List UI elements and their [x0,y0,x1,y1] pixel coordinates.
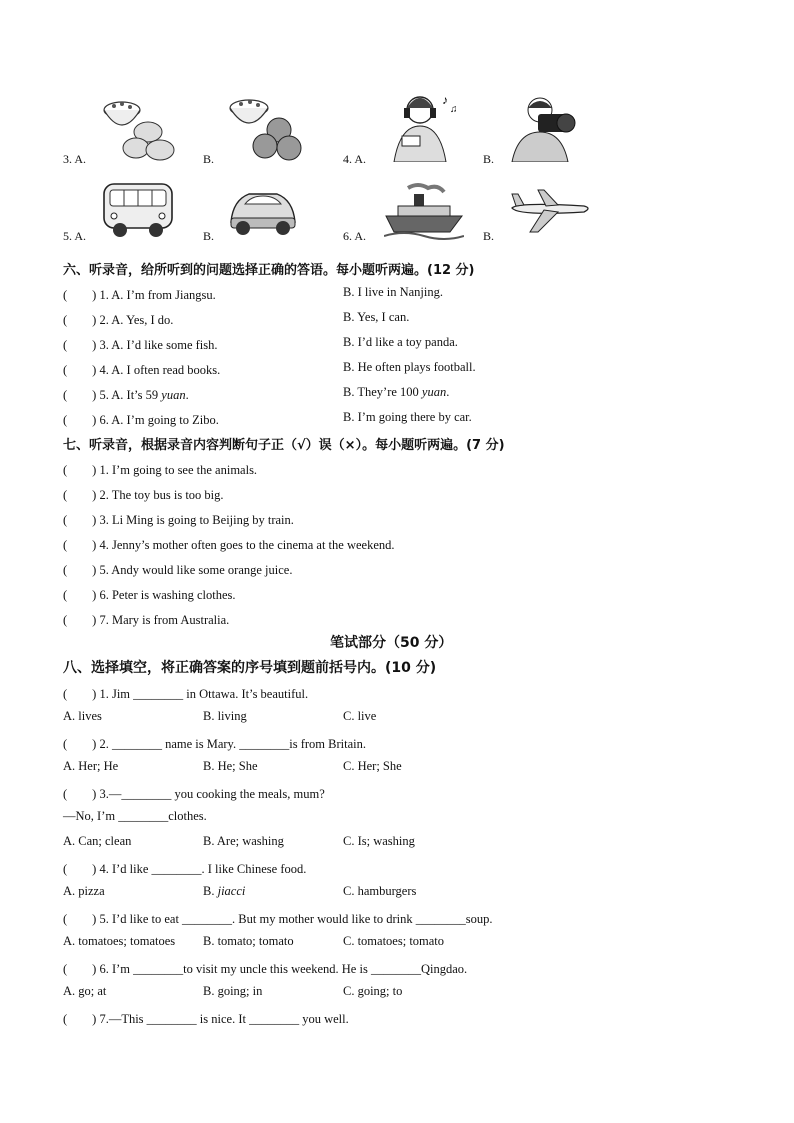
s7-q4: ( ) 4. Jenny’s mother often goes to the cinema at the weekend. [63,538,395,552]
s8-q3-line2: —No, I’m ________clothes. [63,809,207,823]
s7-q1: ( ) 1. I’m going to see the animals. [63,463,258,477]
s8-q5-option-b: B. tomato; tomato [203,934,294,948]
section-8-title: 八、选择填空，将正确答案的序号填到题前括号内。(10 分) [63,660,437,676]
s8-q2: ( ) 2. ________ name is Mary. ________is from Britain. [63,737,366,751]
s6-q3: ( ) 3. A. I’d like some fish. [63,338,218,352]
s6-q4-option-b: B. He often plays football. [343,360,476,374]
s6-q5-option-b [343,385,449,400]
s6-q2: ( ) 2. A. Yes, I do. [63,313,174,327]
written-part-heading: 笔试部分（50 分） [330,635,453,651]
listening-music-image [380,90,460,162]
s8-q4: ( ) 4. I’d like ________. I like Chinese food. [63,862,307,876]
camera-photographer-image [508,94,580,162]
rice-and-tomatoes-image [225,94,305,162]
s6-q5-end: . [185,388,189,402]
s6-q5 [63,385,189,403]
s6-q5-b-unit: yuan [421,385,447,399]
s6-q4: ( ) 4. A. I often read books. [63,363,221,377]
s8-q4-option-b-word: jiacci [217,884,246,898]
s8-q5-option-a: A. tomatoes; tomatoes [63,934,176,948]
s8-q4-option-b-letter: B. [203,884,218,898]
s8-q3-option-a: A. Can; clean [63,834,132,848]
s6-q6-option-b: B. I’m going there by car. [343,410,472,424]
s6-q2-option-b: B. Yes, I can. [343,310,410,324]
q4-a-label: 4. A. [343,152,367,166]
s7-q2: ( ) 2. The toy bus is too big. [63,488,224,502]
s6-q3-option-b: B. I’d like a toy panda. [343,335,458,349]
q6-a-label: 6. A. [343,229,367,243]
s8-q1: ( ) 1. Jim ________ in Ottawa. It’s beautiful. [63,687,309,701]
q5-a-label: 5. A. [63,229,87,243]
section-7-title: 七、听录音，根据录音内容判断句子正（√）误（×）。每小题听两遍。(7 分) [63,438,505,453]
s8-q5: ( ) 5. I’d like to eat ________. But my mother would like to drink ________soup. [63,912,493,926]
airplane-image [508,186,592,236]
q6-b-label: B. [483,229,495,243]
car-image [225,182,301,240]
s8-q3-option-c: C. Is; washing [343,834,415,848]
s7-q6: ( ) 6. Peter is washing clothes. [63,588,236,602]
q3-b-label: B. [203,152,215,166]
s8-q6-option-b: B. going; in [203,984,263,998]
svg-text:♫: ♫ [450,104,458,115]
s8-q4-option-a: A. pizza [63,884,105,898]
q3-a-label: 3. A. [63,152,87,166]
s7-q7: ( ) 7. Mary is from Australia. [63,613,230,627]
s6-q1-option-b: B. I live in Nanjing. [343,285,443,299]
svg-text:♪: ♪ [442,93,448,107]
s8-q4-option-c: C. hamburgers [343,884,417,898]
rice-and-potatoes-image [100,96,180,164]
s7-q3: ( ) 3. Li Ming is going to Beijing by train. [63,513,294,527]
s8-q3-option-b: B. Are; washing [203,834,284,848]
s8-q6-option-c: C. going; to [343,984,403,998]
q5-b-label: B. [203,229,215,243]
bus-image [100,178,176,240]
s8-q4-option-b [203,884,245,899]
s8-q6: ( ) 6. I’m ________to visit my uncle this weekend. He is ________Qingdao. [63,962,468,976]
s6-q1: ( ) 1. A. I’m from Jiangsu. [63,288,216,302]
s8-q2-option-c: C. Her; She [343,759,402,773]
q4-b-label: B. [483,152,495,166]
s8-q1-option-b: B. living [203,709,247,723]
s6-q5-unit: yuan [161,388,186,402]
s6-q6: ( ) 6. A. I’m going to Zibo. [63,413,219,427]
s8-q5-option-c: C. tomatoes; tomato [343,934,445,948]
s8-q1-option-a: A. lives [63,709,102,723]
s6-q5-b-text: B. They’re 100 [343,385,422,399]
s6-q5-b-end: . [446,385,450,399]
section-6-title: 六、听录音，给所听到的问题选择正确的答语。每小题听两遍。(12 分) [63,263,475,278]
s8-q2-option-a: A. Her; He [63,759,119,773]
s6-q5-text: ( ) 5. A. It’s 59 [63,388,162,402]
s8-q1-option-c: C. live [343,709,377,723]
s7-q5: ( ) 5. Andy would like some orange juice. [63,563,293,577]
s8-q6-option-a: A. go; at [63,984,107,998]
ship-image [384,182,464,240]
s8-q2-option-b: B. He; She [203,759,258,773]
s8-q7: ( ) 7.—This ________ is nice. It ________ you well. [63,1012,349,1026]
s8-q3: ( ) 3.—________ you cooking the meals, mum? [63,787,325,801]
